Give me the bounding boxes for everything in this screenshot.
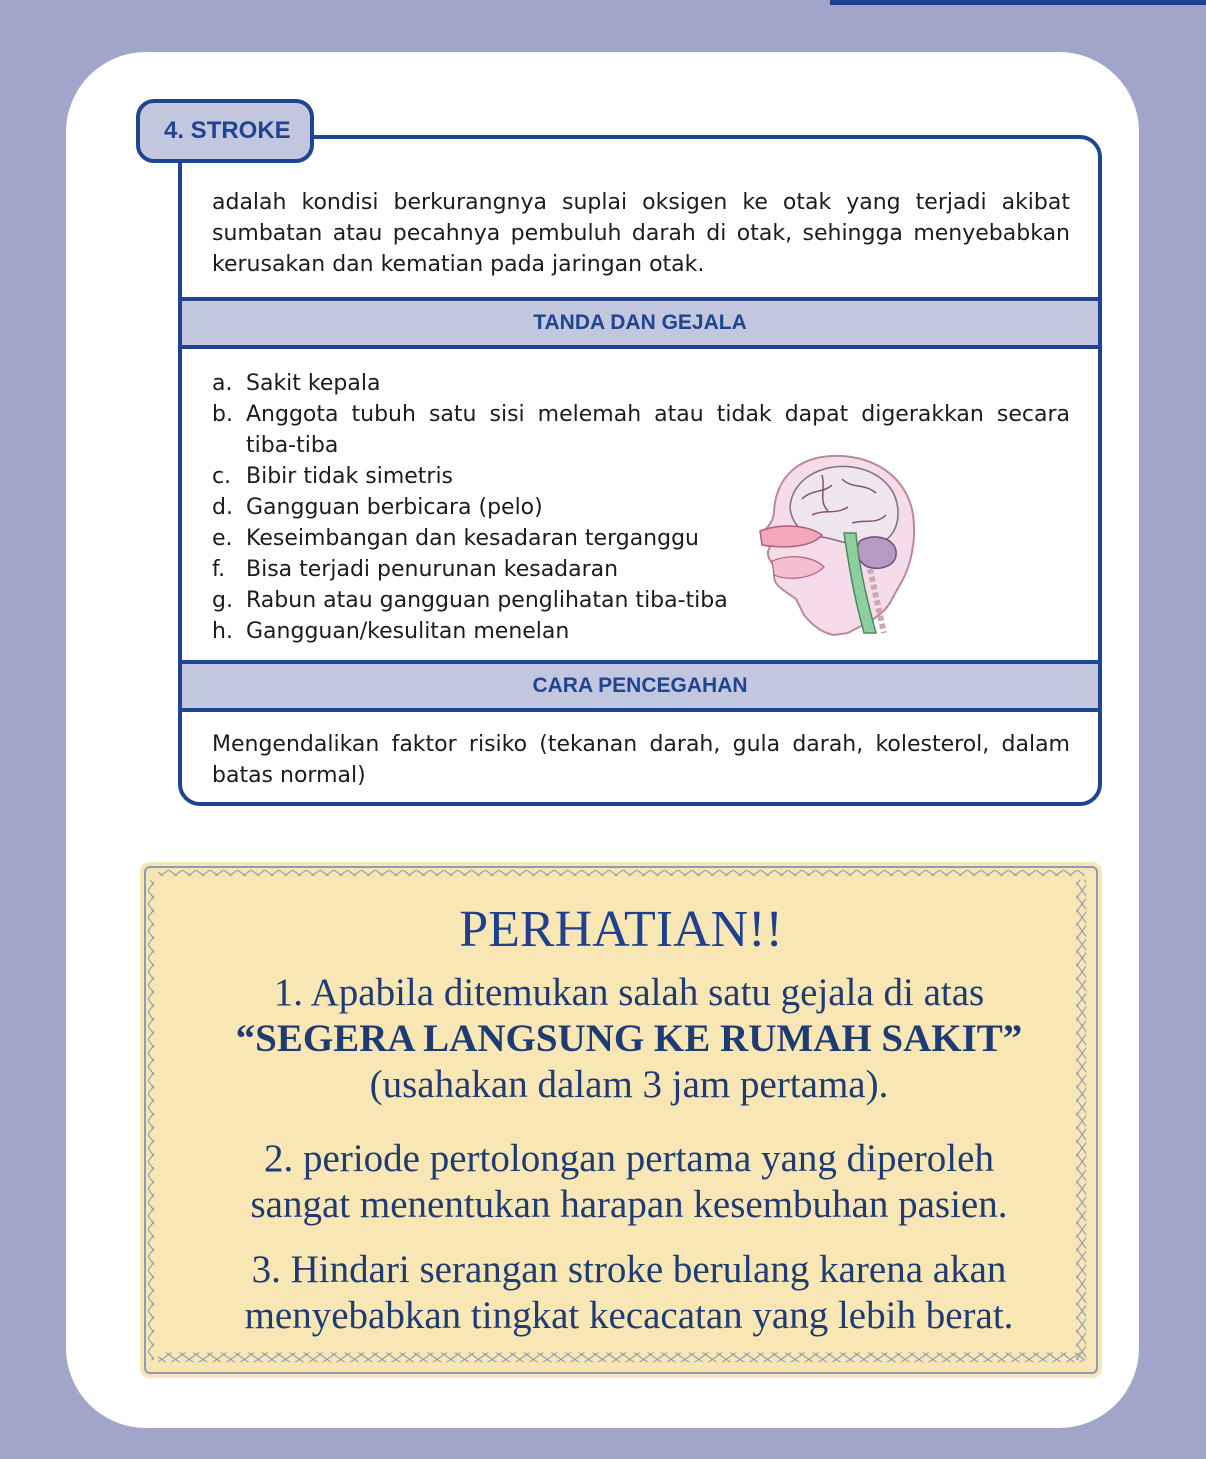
list-item-text: Gangguan/kesulitan menelan: [246, 619, 570, 644]
list-item-text: Bisa terjadi penurunan kesadaran: [246, 557, 619, 582]
list-marker: f.: [212, 557, 226, 582]
notice-item-2: [168, 1136, 1090, 1228]
list-item: [212, 492, 1070, 523]
notice-item-1-line-3: (usahakan dalam 3 jam pertama).: [369, 1063, 889, 1106]
list-item: [212, 616, 1070, 647]
list-marker: d.: [212, 495, 233, 520]
stroke-info-box: [178, 135, 1102, 806]
notice-item-1-emphasis: “SEGERA LANGSUNG KE RUMAH SAKIT”: [235, 1017, 1023, 1060]
list-item-text: Bibir tidak simetris: [246, 464, 454, 489]
signs-heading: TANDA DAN GEJALA: [533, 311, 747, 334]
notice-title: PERHATIAN!!: [459, 901, 783, 958]
list-item-text: Sakit kepala: [246, 371, 381, 396]
definition-text: adalah kondisi berkurangnya suplai oksigen ke otak yang terjadi akibat sumbatan atau pecahnya pembuluh darah di otak, sehingga menyebabkan kerusakan dan kematian pada jaringan otak.: [212, 190, 1070, 277]
section-title-tab: [136, 99, 314, 163]
warning-notice-box: [140, 862, 1102, 1378]
list-marker: h.: [212, 619, 233, 644]
list-marker: a.: [212, 371, 233, 396]
list-item-text: Anggota tubuh satu sisi melemah atau tidak dapat digerakkan secara tiba-tiba: [246, 402, 1070, 458]
brain-head-illustration: [752, 449, 922, 639]
notice-item-1-line-1: 1. Apabila ditemukan salah satu gejala di atas: [273, 971, 985, 1014]
list-item: [212, 368, 1070, 399]
list-item-text: Rabun atau gangguan penglihatan tiba-tiba: [246, 588, 728, 613]
top-decorative-line: [830, 0, 1206, 5]
list-item: [212, 523, 1070, 554]
list-marker: e.: [212, 526, 233, 551]
list-item-text: Keseimbangan dan kesadaran terganggu: [246, 526, 699, 551]
list-marker: b.: [212, 402, 233, 427]
section-title: 4. STROKE: [164, 117, 291, 144]
list-item: [212, 399, 1070, 461]
symptom-list: [212, 368, 1070, 647]
list-marker: g.: [212, 588, 233, 613]
prevention-text: Mengendalikan faktor risiko (tekanan darah, gula darah, kolesterol, dalam batas normal): [212, 732, 1070, 788]
list-item: [212, 585, 1070, 616]
signs-heading-band: [182, 297, 1098, 349]
notice-item-3-line-2: menyebabkan tingkat kecacatan yang lebih berat.: [244, 1294, 1014, 1337]
prevention-heading-band: [182, 660, 1098, 712]
list-item: [212, 554, 1070, 585]
list-marker: c.: [212, 464, 232, 489]
notice-item-1: [168, 970, 1090, 1108]
notice-item-3-line-1: 3. Hindari serangan stroke berulang karena akan: [251, 1248, 1007, 1291]
prevention-heading: CARA PENCEGAHAN: [532, 674, 748, 697]
list-item-text: Gangguan berbicara (pelo): [246, 495, 543, 520]
notice-item-3: [168, 1247, 1090, 1339]
notice-item-2-line-1: 2. periode pertolongan pertama yang diperoleh: [264, 1137, 994, 1180]
list-item: [212, 461, 1070, 492]
notice-item-2-line-2: sangat menentukan harapan kesembuhan pasien.: [250, 1183, 1008, 1226]
